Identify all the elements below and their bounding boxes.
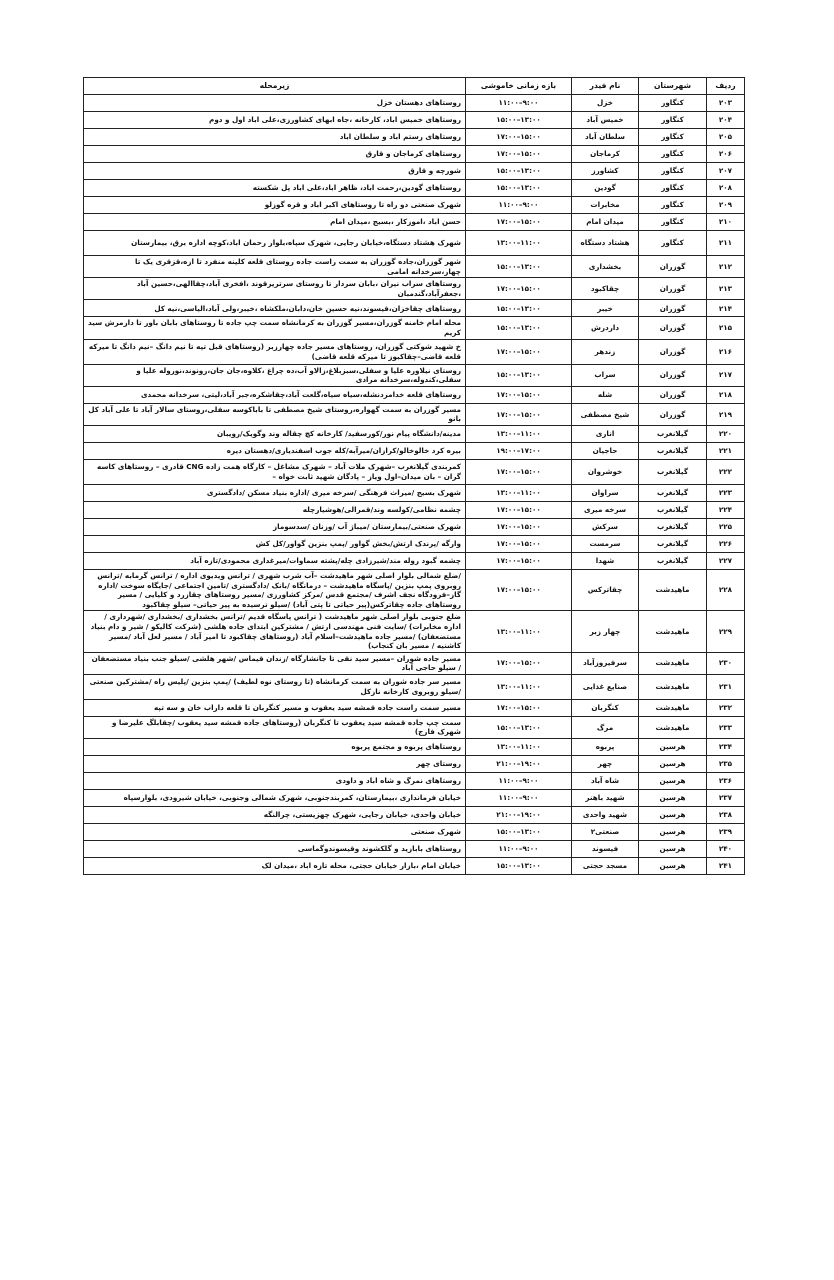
neighborhood-cell: ضلع جنوبی بلوار اصلی شهر ماهیدشت ( ترانس پاسگاه قدیم /ترانس بخشداری /بخشداری /شهرداری /اداره مخابرات) /سایت فنی مهندسی ارتش / مشترکین ابتدای جاده هلشی (شرکت کالیکو / شیر و دام بنیاد مستضعفان) /مسیر جاده ماهیدشت–اسلام آباد (روستاهای چقاکبود تا امیر آباد / مسیر لعل آباد /مسیر کاشنیه / مسیر بان کنجاب) [84,611,466,652]
header-outage-time: بازه زمانی خاموشی [466,78,572,95]
neighborhood-cell: حسن اباد ،اموزکار ،بسیج ،میدان امام [84,214,466,231]
table-row [84,674,745,699]
table-row [84,807,745,824]
feeder-name-cell: شاه آباد [572,773,639,790]
row-number-cell: ۲۲۴ [707,501,745,518]
county-cell: هرسین [639,790,707,807]
county-cell: گوزران [639,317,707,339]
outage-time-cell: ۱۳:۰۰–۱۵:۰۰ [466,112,572,129]
neighborhood-cell: روستاهای کرماجان و قارق [84,146,466,163]
neighborhood-cell: مدینه/دانشگاه پیام نور/کورسفید/ کارخانه کچ چقاله وند وگویک/رویبان [84,425,466,442]
neighborhood-cell: مسیر سمت راست جاده قمشه سید یعقوب و مسیر کنگربان تا قلعه داراب خان و سه تپه [84,699,466,716]
header-row-number: ردیف [707,78,745,95]
feeder-name-cell: شیخ مصطفی [572,403,639,425]
outage-time-cell: ۱۱:۰۰–۱۳:۰۰ [466,674,572,699]
outage-time-cell: ۱۵:۰۰–۱۷:۰۰ [466,552,572,569]
county-cell: کنگاور [639,214,707,231]
header-feeder-name: نام فیدر [572,78,639,95]
county-cell: گیلانغرب [639,518,707,535]
feeder-name-cell: داردرش [572,317,639,339]
outage-time-cell: ۱۵:۰۰–۱۷:۰۰ [466,214,572,231]
row-number-cell: ۲۰۵ [707,129,745,146]
county-cell: هرسین [639,773,707,790]
table-row [84,442,745,459]
row-number-cell: ۲۱۴ [707,300,745,317]
row-number-cell: ۲۳۸ [707,807,745,824]
row-number-cell: ۲۱۲ [707,256,745,278]
neighborhood-cell: روستاهای گودین،رحمت اباد، ظاهر اباد،علی اباد پل شکسته [84,180,466,197]
neighborhood-cell: سمت چپ جاده قمشه سید یعقوب تا کنگربان (روستاهای جاده قمشه سید یعقوب /چقابلگ علیرضا و شهرک فارج) [84,716,466,738]
outage-time-cell: ۱۱:۰۰–۱۳:۰۰ [466,611,572,652]
feeder-name-cell: سراب [572,364,639,386]
outage-table [83,77,745,875]
feeder-name-cell: بخشداری [572,256,639,278]
outage-time-cell: ۱۳:۰۰–۱۵:۰۰ [466,300,572,317]
feeder-name-cell: مرگ [572,716,639,738]
row-number-cell: ۲۲۸ [707,569,745,610]
county-cell: هرسین [639,739,707,756]
table-row [84,790,745,807]
neighborhood-cell: خ شهید شوکتی گوزران، روستاهای مسیر جاده چهارزبر (روستاهای قبل تپه تا نیم دانگ –نیم دانگ تا میرکه قلعه قاضی–چقاکبوز تا میرکه قلعه قاضی) [84,339,466,364]
table-row [84,180,745,197]
row-number-cell: ۲۳۰ [707,652,745,674]
feeder-name-cell: اناری [572,425,639,442]
county-cell: گوزران [639,386,707,403]
neighborhood-cell: شهرک هشتاد دستگاه،خیابان رجایی، شهرک سپاه،بلوار رحمان اباد،کوچه اداره برق، بیمارستان [84,231,466,256]
row-number-cell: ۲۳۱ [707,674,745,699]
row-number-cell: ۲۲۳ [707,484,745,501]
header-row [84,78,745,95]
row-number-cell: ۲۱۷ [707,364,745,386]
row-number-cell: ۲۳۵ [707,756,745,773]
county-cell: هرسین [639,858,707,875]
table-row [84,535,745,552]
feeder-name-cell: چهار زبر [572,611,639,652]
county-cell: ماهیدشت [639,652,707,674]
row-number-cell: ۲۲۹ [707,611,745,652]
neighborhood-cell: خیابان فرمانداری ،بیمارستان، کمربندجنوبی، شهرک شمالی وجنوبی، خیابان شیرودی، بلوارسپاه [84,790,466,807]
county-cell: گیلانغرب [639,442,707,459]
county-cell: ماهیدشت [639,716,707,738]
neighborhood-cell: روستاهای بابازید و گلکشوند وقیسوندوگماسی [84,841,466,858]
feeder-name-cell: شهید واحدی [572,807,639,824]
neighborhood-cell: روستاهای سراب نیران ،بابان سردار تا روستای سرتریرقوند ،افخری آباد،چقاالهی،حسین آباد ،جعفرآباد،گندمبان [84,278,466,300]
neighborhood-cell: کمربندی گیلانغرب –شهرک ملات آباد – شهرک مشاغل – کارگاه همت زاده CNG قادری – روستاهای کاسه گران – بان میدان–اول ویاز – پادگان شهید ثابت خواه – [84,459,466,484]
county-cell: کنگاور [639,231,707,256]
table-row [84,858,745,875]
neighborhood-cell: روستاهای پربوه و مجتمع پربوه [84,739,466,756]
feeder-name-cell: شهید باهنر [572,790,639,807]
neighborhood-cell: روستای نیلاوره علیا و سفلی،سبزبلاغ،زالاو آب،ده چراغ ،کلاوه،جان جان،رونوند،نوروله علیا و سفلی،کندوله،سرخدانه مرادی [84,364,466,386]
table-row [84,364,745,386]
outage-time-cell: ۱۳:۰۰–۱۵:۰۰ [466,317,572,339]
outage-time-cell: ۱۹:۰۰–۲۱:۰۰ [466,807,572,824]
outage-time-cell: ۱۳:۰۰–۱۵:۰۰ [466,716,572,738]
table-row [84,611,745,652]
outage-time-cell: ۱۵:۰۰–۱۷:۰۰ [466,278,572,300]
table-row [84,699,745,716]
feeder-name-cell: کرماجان [572,146,639,163]
county-cell: گیلانغرب [639,484,707,501]
table-row [84,739,745,756]
table-row [84,518,745,535]
row-number-cell: ۲۰۴ [707,112,745,129]
table-row [84,501,745,518]
neighborhood-cell: روستاهای قلعه خدامردنشله،سیاه سیاه،گلعت آباد،چقاشکره،جبر آباد،لیتی، سرخدانه محمدی [84,386,466,403]
table-row [84,339,745,364]
county-cell: کنگاور [639,129,707,146]
outage-time-cell: ۱۵:۰۰–۱۷:۰۰ [466,459,572,484]
table-row [84,256,745,278]
outage-time-cell: ۱۵:۰۰–۱۷:۰۰ [466,339,572,364]
feeder-name-cell: خیبر [572,300,639,317]
county-cell: ماهیدشت [639,699,707,716]
feeder-name-cell: میدان امام [572,214,639,231]
row-number-cell: ۲۰۶ [707,146,745,163]
county-cell: هرسین [639,824,707,841]
table-row [84,824,745,841]
table-row [84,756,745,773]
county-cell: کنگاور [639,180,707,197]
county-cell: هرسین [639,756,707,773]
table-row [84,95,745,112]
county-cell: کنگاور [639,146,707,163]
county-cell: گیلانغرب [639,425,707,442]
table-row [84,652,745,674]
feeder-name-cell: صنایع غذایی [572,674,639,699]
row-number-cell: ۲۲۵ [707,518,745,535]
row-number-cell: ۲۴۱ [707,858,745,875]
county-cell: ماهیدشت [639,611,707,652]
outage-schedule-page [83,77,744,875]
neighborhood-cell: شهر گوزران،جاده گوزران به سمت راست جاده روستای قلعه کلینه منفرد تا ازه،قزقری یک تا چهار،سرخدانه امامی [84,256,466,278]
county-cell: گوزران [639,339,707,364]
neighborhood-cell: محله امام خامنه گوزران،مسیر گوزران به کرمانشاه سمت چپ جاده تا روستاهای بابان باور تا دارمرش سید کریم [84,317,466,339]
row-number-cell: ۲۳۳ [707,716,745,738]
table-row [84,569,745,610]
table-row [84,129,745,146]
table-row [84,146,745,163]
outage-time-cell: ۱۵:۰۰–۱۷:۰۰ [466,535,572,552]
county-cell: گیلانغرب [639,501,707,518]
feeder-name-cell: پربوه [572,739,639,756]
row-number-cell: ۲۲۶ [707,535,745,552]
feeder-name-cell: چهر [572,756,639,773]
feeder-name-cell: گودین [572,180,639,197]
feeder-name-cell: چقاکبود [572,278,639,300]
neighborhood-cell: روستاهای دهستان خزل [84,95,466,112]
outage-time-cell: ۹:۰۰–۱۱:۰۰ [466,95,572,112]
table-row [84,425,745,442]
outage-time-cell: ۱۵:۰۰–۱۷:۰۰ [466,569,572,610]
outage-time-cell: ۱۹:۰۰–۲۱:۰۰ [466,756,572,773]
outage-time-cell: ۱۵:۰۰–۱۷:۰۰ [466,501,572,518]
neighborhood-cell: شورچه و قارق [84,163,466,180]
county-cell: هرسین [639,841,707,858]
outage-time-cell: ۱۱:۰۰–۱۳:۰۰ [466,739,572,756]
neighborhood-cell: بیره کرد خالوخالو/کرازان/میرآبه/کله جوب اسفندیاری/دهستان دیره [84,442,466,459]
row-number-cell: ۲۳۶ [707,773,745,790]
row-number-cell: ۲۲۰ [707,425,745,442]
feeder-name-cell: فیسوند [572,841,639,858]
neighborhood-cell: روستاهای خمیس اباد، کارخانه ،جاه ابهای کشاورزی،علی اباد اول و دوم [84,112,466,129]
feeder-name-cell: سراوان [572,484,639,501]
table-row [84,112,745,129]
county-cell: هرسین [639,807,707,824]
neighborhood-cell: وارگه /پرندک ارتش/بخش گواور /پمپ بنزین گواور/کل کش [84,535,466,552]
neighborhood-cell: شهرک صنعتی [84,824,466,841]
county-cell: کنگاور [639,197,707,214]
row-number-cell: ۲۰۸ [707,180,745,197]
county-cell: گوزران [639,364,707,386]
outage-time-cell: ۱۵:۰۰–۱۷:۰۰ [466,652,572,674]
outage-time-cell: ۹:۰۰–۱۱:۰۰ [466,790,572,807]
table-row [84,773,745,790]
row-number-cell: ۲۴۰ [707,841,745,858]
neighborhood-cell: شهرک صنعتی دو راه تا روستاهای اکبر اباد و قره گوزلو [84,197,466,214]
table-row [84,459,745,484]
row-number-cell: ۲۲۷ [707,552,745,569]
row-number-cell: ۲۱۸ [707,386,745,403]
outage-time-cell: ۱۵:۰۰–۱۷:۰۰ [466,699,572,716]
county-cell: گیلانغرب [639,552,707,569]
county-cell: گیلانغرب [639,535,707,552]
feeder-name-cell: خزل [572,95,639,112]
feeder-name-cell: صنعتی۲ [572,824,639,841]
outage-time-cell: ۱۳:۰۰–۱۵:۰۰ [466,256,572,278]
feeder-name-cell: مسجد حجتی [572,858,639,875]
feeder-name-cell: شهدا [572,552,639,569]
row-number-cell: ۲۲۱ [707,442,745,459]
feeder-name-cell: سلطان آباد [572,129,639,146]
row-number-cell: ۲۲۲ [707,459,745,484]
county-cell: گوزران [639,278,707,300]
outage-time-cell: ۱۵:۰۰–۱۷:۰۰ [466,386,572,403]
table-row [84,317,745,339]
neighborhood-cell: خیابان واحدی، خیابان رجایی، شهرک چهزیستی، چرالنگه [84,807,466,824]
outage-time-cell: ۱۵:۰۰–۱۷:۰۰ [466,518,572,535]
neighborhood-cell: چشمه گبود روله مند/شیرزادی چله/پشته سماوات/میرغداری محمودی/تازه آباد [84,552,466,569]
outage-time-cell: ۱۱:۰۰–۱۳:۰۰ [466,484,572,501]
neighborhood-cell: مسیر گوزران به سمت گهواره،روستای شیخ مصطفی تا باباکوسه سفلی،روستای سالار آباد تا علی آباد کل بانو [84,403,466,425]
outage-time-cell: ۱۳:۰۰–۱۵:۰۰ [466,824,572,841]
neighborhood-cell: /ضلع شمالی بلوار اصلی شهر ماهیدشت –آب شرب شهری / ترانس ویدیوی اداره / ترانس گرمابه /ترانس روبروی پمپ بنزین /پاسگاه ماهیدشت – درمانگاه /بانک /دادگستری /تامین اجتماعی /جایگاه سوخت /اداره گاز–فرودگاه نجف اشرف /مجتمع قدس /مرکز کشاورزی /مسیر روستاهای چقازرد و کلیایی / مسیر روستاهای جاده چقاترکس(پیر حیاتی تا پتی آباد) /سیلو ترسیده به پیر حیاتی– سیلو چقاکبود [84,569,466,610]
feeder-name-cell: کشاورز [572,163,639,180]
county-cell: ماهیدشت [639,674,707,699]
outage-time-cell: ۱۳:۰۰–۱۵:۰۰ [466,858,572,875]
feeder-name-cell: سرکش [572,518,639,535]
header-county: شهرستان [639,78,707,95]
outage-time-cell: ۱۳:۰۰–۱۵:۰۰ [466,180,572,197]
outage-time-cell: ۱۱:۰۰–۱۳:۰۰ [466,425,572,442]
feeder-name-cell: کنگربان [572,699,639,716]
neighborhood-cell: شهرک بسیج /میراث فرهنگی /سرخه میری /اداره بنیاد مسکن /دادگستری [84,484,466,501]
row-number-cell: ۲۰۳ [707,95,745,112]
feeder-name-cell: خمیس آباد [572,112,639,129]
outage-time-cell: ۱۳:۰۰–۱۵:۰۰ [466,364,572,386]
row-number-cell: ۲۳۹ [707,824,745,841]
header-neighborhood: زیرمحله [84,78,466,95]
feeder-name-cell: خوشروان [572,459,639,484]
row-number-cell: ۲۰۷ [707,163,745,180]
row-number-cell: ۲۱۵ [707,317,745,339]
neighborhood-cell: روستاهای چقاخزان،قیسوند،نیه حسین خان،دابان،ملکشاه ،خیبر،ولی آباد،الیاسی،نیه کل [84,300,466,317]
table-row [84,214,745,231]
outage-time-cell: ۹:۰۰–۱۱:۰۰ [466,773,572,790]
feeder-name-cell: حاجیان [572,442,639,459]
neighborhood-cell: مسیر سر جاده شوران به سمت کرمانشاه (تا روستای نوه لطیف) /پمپ بنزین /پلیس راه /مشترکین صنعتی /سیلو روبروی کارخانه نازکل [84,674,466,699]
feeder-name-cell: سرفیروزآباد [572,652,639,674]
table-row [84,552,745,569]
table-row [84,841,745,858]
row-number-cell: ۲۱۹ [707,403,745,425]
county-cell: گوزران [639,403,707,425]
outage-time-cell: ۱۵:۰۰–۱۷:۰۰ [466,403,572,425]
county-cell: گوزران [639,256,707,278]
feeder-name-cell: مخابرات [572,197,639,214]
table-row [84,278,745,300]
county-cell: کنگاور [639,95,707,112]
county-cell: گوزران [639,300,707,317]
neighborhood-cell: مسیر جاده شوران –مسیر سید نقی تا جانشارگاه /زندان قیماس /شهر هلشی /سیلو جنب بنیاد مستضعفان / سیلو حاجی آباد [84,652,466,674]
row-number-cell: ۲۳۲ [707,699,745,716]
row-number-cell: ۲۱۶ [707,339,745,364]
county-cell: کنگاور [639,112,707,129]
feeder-name-cell: زندهر [572,339,639,364]
outage-time-cell: ۱۱:۰۰–۱۳:۰۰ [466,231,572,256]
county-cell: کنگاور [639,163,707,180]
outage-time-cell: ۱۷:۰۰–۱۹:۰۰ [466,442,572,459]
outage-time-cell: ۱۳:۰۰–۱۵:۰۰ [466,163,572,180]
neighborhood-cell: روستاهای نمرگ و شاه اباد و داودی [84,773,466,790]
table-row [84,484,745,501]
feeder-name-cell: شله [572,386,639,403]
table-row [84,197,745,214]
feeder-name-cell: هشتاد دستگاه [572,231,639,256]
row-number-cell: ۲۳۴ [707,739,745,756]
neighborhood-cell: چشمه نظامی/کولسه وند/قمرالی/هوشیارچله [84,501,466,518]
row-number-cell: ۲۳۷ [707,790,745,807]
outage-time-cell: ۹:۰۰–۱۱:۰۰ [466,841,572,858]
table-row [84,163,745,180]
row-number-cell: ۲۱۰ [707,214,745,231]
feeder-name-cell: سرخه میری [572,501,639,518]
neighborhood-cell: روستای چهر [84,756,466,773]
table-row [84,300,745,317]
row-number-cell: ۲۱۳ [707,278,745,300]
county-cell: ماهیدشت [639,569,707,610]
neighborhood-cell: شهرک صنعتی/بیمارستان /میباژ آب /وزنان /سدسوماز [84,518,466,535]
county-cell: گیلانغرب [639,459,707,484]
row-number-cell: ۲۰۹ [707,197,745,214]
table-row [84,231,745,256]
row-number-cell: ۲۱۱ [707,231,745,256]
outage-time-cell: ۱۵:۰۰–۱۷:۰۰ [466,129,572,146]
feeder-name-cell: سرمست [572,535,639,552]
outage-time-cell: ۱۵:۰۰–۱۷:۰۰ [466,146,572,163]
outage-time-cell: ۹:۰۰–۱۱:۰۰ [466,197,572,214]
table-row [84,403,745,425]
table-row [84,386,745,403]
neighborhood-cell: خیابان امام ،بازار خیابان حجتی، محله تازه اباد ،میدان لک [84,858,466,875]
neighborhood-cell: روستاهای رستم اباد و سلطان اباد [84,129,466,146]
table-row [84,716,745,738]
feeder-name-cell: چقاترکس [572,569,639,610]
